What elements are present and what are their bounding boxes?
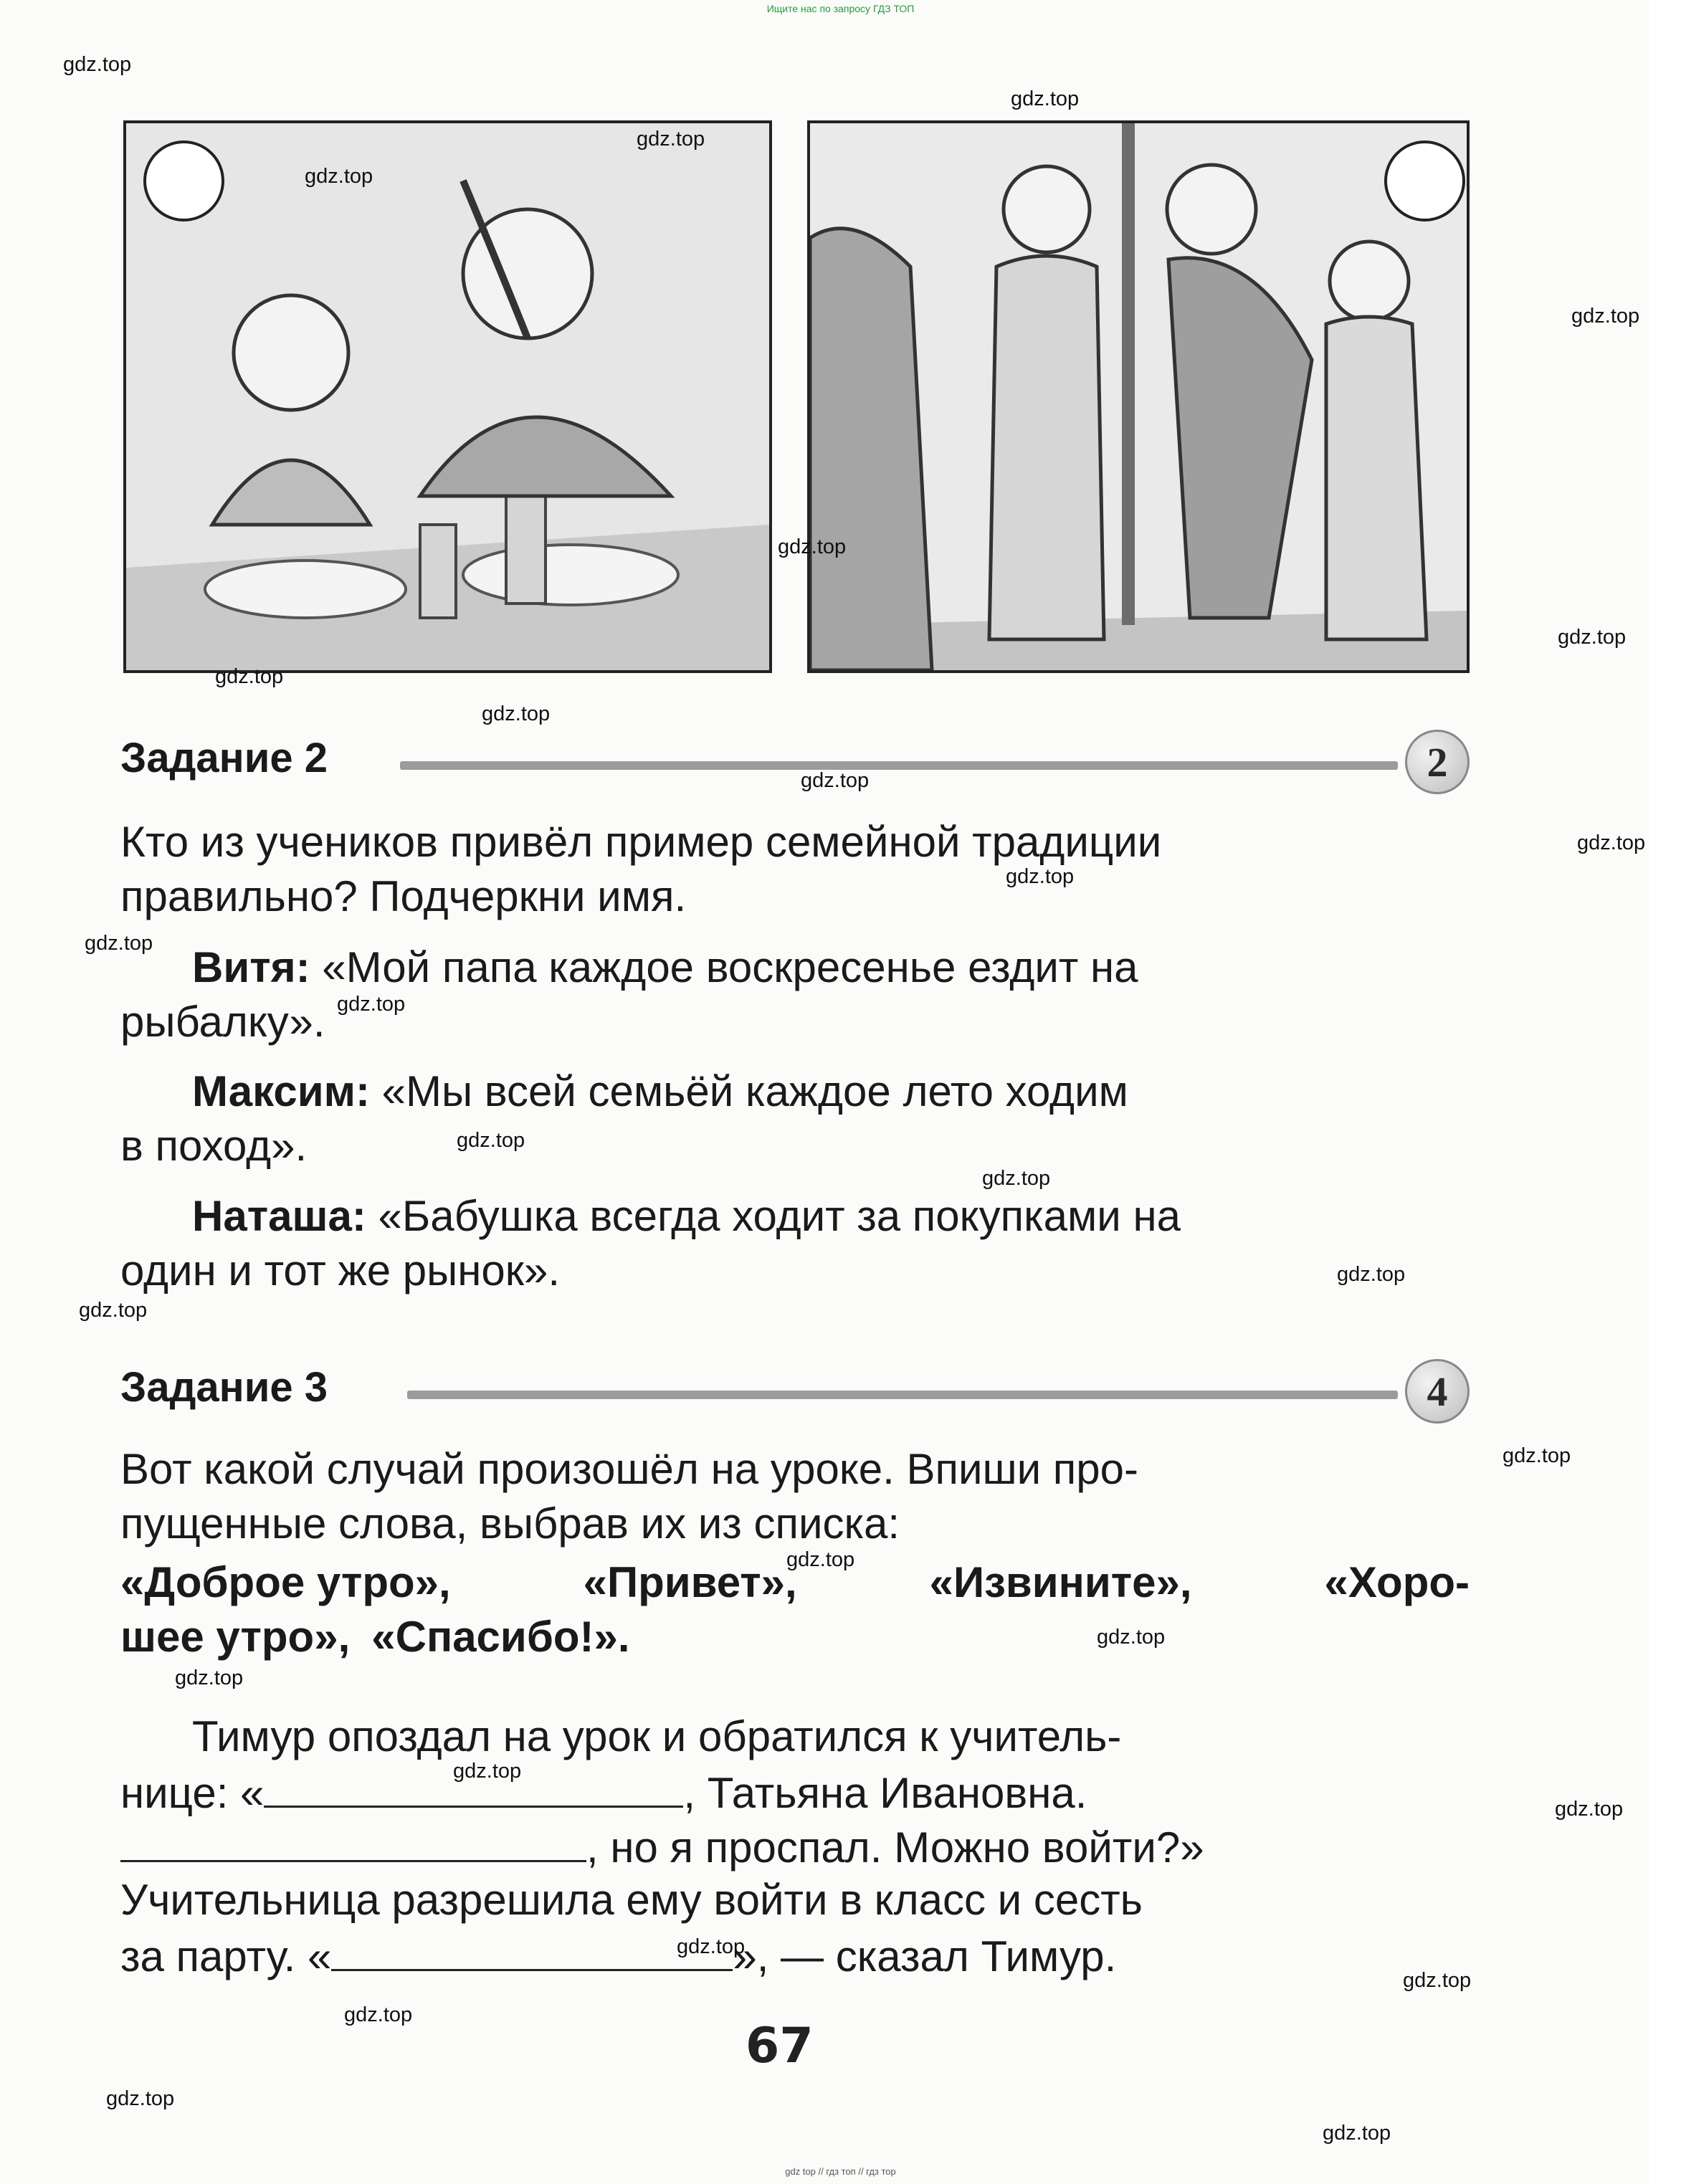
option-izvinite: «Извините», [929, 1558, 1192, 1606]
story-text-1: Тимур опоздал на урок и обратился к учитель- [192, 1712, 1122, 1760]
task-3-intro-line-2 [120, 1497, 1470, 1551]
answer-circle-left[interactable] [143, 140, 224, 221]
option-privet: «Привет», [583, 1558, 797, 1606]
watermark: gdz.top [1323, 2122, 1391, 2145]
answer-natasha-line [192, 1189, 1181, 1244]
watermark: gdz.top [482, 702, 551, 725]
answer-natasha[interactable] [192, 1189, 1470, 1244]
watermark: gdz.top [337, 993, 406, 1016]
watermark: gdz.top [106, 2087, 175, 2110]
task-3-divider [407, 1391, 1398, 1399]
answer-vitya-line [192, 940, 1138, 995]
tree-scene-drawing [810, 123, 1467, 670]
answer-maksim[interactable] [192, 1064, 1470, 1119]
task-3-intro-line-1 [120, 1442, 1470, 1497]
footer-note: gdz top // гдз топ // гдз тор [785, 2166, 896, 2177]
answer-maksim-text: «Мы всей семьёй каждое лето ходим [381, 1067, 1128, 1115]
watermark: gdz.top [79, 1299, 148, 1322]
task-3-intro-1: Вот какой случай произошёл на уроке. Впиши про- [120, 1445, 1139, 1493]
task-2-question-1: Кто из учеников привёл пример семейной традиции [120, 818, 1162, 866]
answer-natasha-text: «Бабушка всегда ходит за покупками на [378, 1192, 1181, 1240]
watermark: gdz.top [1571, 305, 1640, 328]
watermark: gdz.top [85, 932, 153, 955]
option-dobroe-utro: «Доброе утро», [120, 1558, 451, 1606]
blank-3-input[interactable] [331, 1927, 733, 1971]
answer-natasha-cont: один и тот же рынок». [120, 1246, 561, 1294]
watermark: gdz.top [1555, 1798, 1624, 1821]
answer-vitya-text: «Мой папа каждое воскресенье ездит на [322, 943, 1138, 991]
task-2-question-line-1 [120, 815, 1470, 869]
answer-maksim-cont: в поход». [120, 1122, 308, 1170]
story-line-2 [120, 1764, 1470, 1821]
task-2-title: Задание 2 [120, 735, 328, 781]
watermark: gdz.top [344, 2003, 413, 2026]
watermark: gdz.top [1577, 831, 1646, 854]
watermark: gdz.top [1403, 1969, 1472, 1992]
watermark: gdz.top [453, 1760, 522, 1783]
task-2-score-badge: 2 [1405, 730, 1470, 794]
watermark: gdz.top [982, 1167, 1051, 1190]
watermark: gdz.top [677, 1935, 746, 1958]
task-2-header [120, 730, 1470, 794]
task-2-question-2: правильно? Подчеркни имя. [120, 872, 687, 920]
story-line-1 [192, 1709, 1470, 1764]
answer-vitya-cont-line [120, 995, 1470, 1049]
blank-2-input[interactable] [120, 1818, 586, 1862]
table-scene-drawing [126, 123, 769, 670]
watermark: gdz.top [637, 128, 705, 151]
watermark: gdz.top [801, 769, 870, 792]
watermark: gdz.top [1558, 626, 1627, 649]
task-3-intro-2: пущенные слова, выбрав их из списка: [120, 1499, 900, 1548]
task-3-score-badge: 4 [1405, 1359, 1470, 1424]
answer-maksim-line [192, 1064, 1128, 1119]
illustration-planting-tree [807, 120, 1470, 673]
task-3-title: Задание 3 [120, 1364, 328, 1411]
answer-vitya-name[interactable]: Витя: [192, 943, 310, 991]
task-2-divider [400, 761, 1398, 770]
option-horoshee-utro-end: шее утро», [120, 1613, 351, 1661]
story-line-5 [120, 1927, 1470, 1984]
watermark: gdz.top [175, 1666, 244, 1689]
watermark: gdz.top [1011, 87, 1080, 110]
task-3-header [120, 1359, 1470, 1424]
watermark: gdz.top [1503, 1444, 1571, 1467]
page-number: 67 [746, 2018, 814, 2074]
watermark: gdz.top [778, 535, 847, 558]
story-line-4 [120, 1873, 1470, 1927]
illustration-boys-at-table [123, 120, 772, 673]
watermark: gdz.top [215, 665, 284, 688]
header-note: Ищите нас по запросу ГДЗ ТОП [766, 3, 915, 14]
answer-natasha-cont-line [120, 1244, 1470, 1298]
answer-vitya[interactable] [192, 940, 1470, 995]
option-horoshee-utro-start: «Хоро- [1324, 1558, 1470, 1606]
watermark: gdz.top [457, 1129, 525, 1152]
story-text-5: за парту. « », — сказал Тимур. [120, 1927, 1116, 1984]
answer-circle-right[interactable] [1384, 140, 1465, 221]
story-line-3 [120, 1818, 1470, 1875]
watermark: gdz.top [63, 53, 132, 76]
watermark: gdz.top [1006, 865, 1075, 888]
word-options-line-2 [120, 1610, 1470, 1664]
answer-maksim-cont-line [120, 1119, 1470, 1173]
answer-natasha-name[interactable]: Наташа: [192, 1192, 366, 1240]
option-spasibo: «Спасибо!». [371, 1613, 630, 1661]
answer-maksim-name[interactable]: Максим: [192, 1067, 370, 1115]
task-2-question-line-2 [120, 869, 1470, 924]
story-text-2: нице: « , Татьяна Ивановна. [120, 1764, 1087, 1821]
story-text-3: , но я проспал. Можно войти?» [120, 1818, 1204, 1875]
watermark: gdz.top [305, 165, 373, 188]
watermark: gdz.top [1337, 1263, 1406, 1286]
answer-vitya-cont: рыбалку». [120, 998, 325, 1046]
story-text-4: Учительница разрешила ему войти в класс и сесть [120, 1876, 1143, 1924]
watermark: gdz.top [786, 1548, 855, 1571]
watermark: gdz.top [1097, 1626, 1166, 1649]
page-margin [1649, 0, 1681, 2184]
